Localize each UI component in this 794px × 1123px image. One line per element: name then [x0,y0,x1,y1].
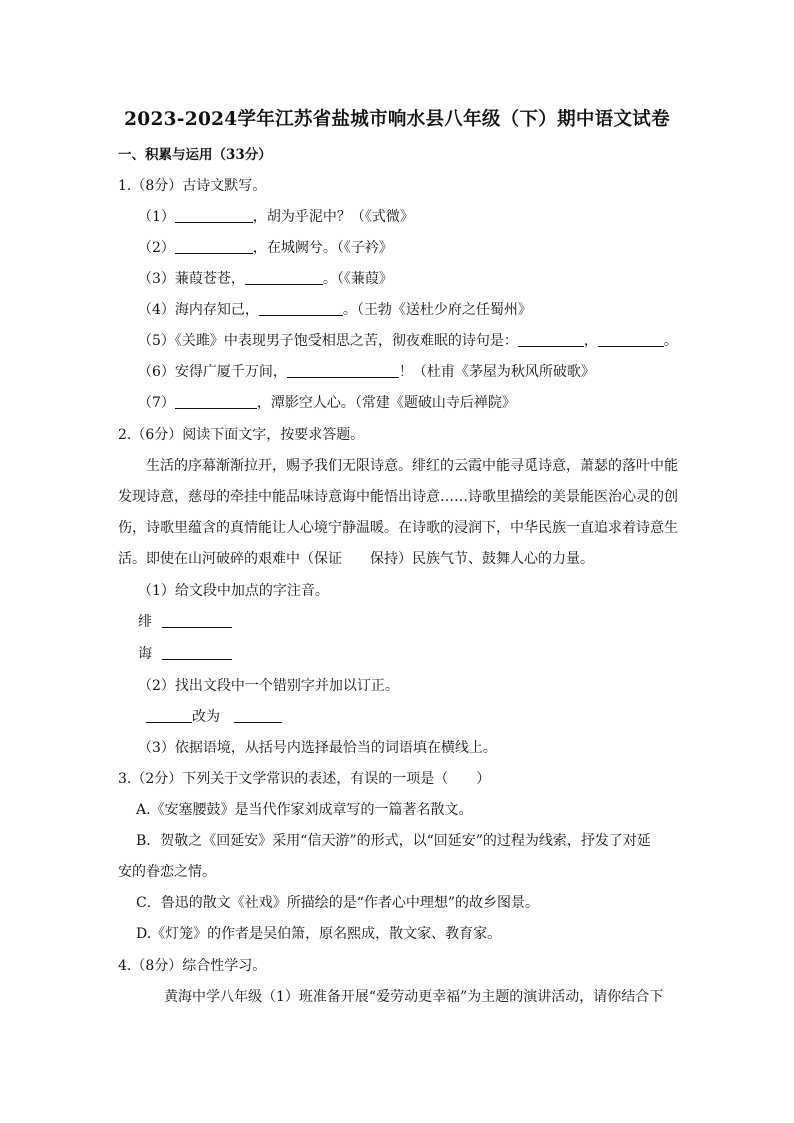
q1-stem: 1.（8分）古诗文默写。 [118,178,267,194]
q1-item-1-text: ，胡为乎泥中？（《式微》 [252,209,414,225]
answer-blank[interactable] [162,645,232,660]
q1-item-4-text: 。（王勃《送杜少府之任蜀州》 [342,302,532,318]
answer-blank[interactable] [234,708,282,723]
q3-option-b-line-1: B．贺敬之《回延安》采用“信天游”的形式，以“回延安”的过程为线索，抒发了对延 [136,833,651,849]
q1-item-5 [138,331,678,351]
q1-item-3-text: 。（《蒹葭》 [322,271,393,287]
q2-sub-2: （2）找出文段中一个错别字并加以订正。 [138,678,399,694]
q1-item-7-text: ，潭影空人心。（常建《题破山寺后禅院》 [256,395,516,411]
q4-passage-line-1: 黄海中学八年级（1）班准备开展“爱劳动更幸福”为主题的演讲活动，请你结合下 [164,989,664,1005]
q2-sub-1-char-1 [138,612,232,632]
q3-option-d: D.《灯笼》的作者是吴伯箫，原名熙成，散文家、教育家。 [136,926,502,942]
answer-blank[interactable] [175,239,253,254]
q2-passage-line-2: 发现诗意，慈母的牵挂中能品味诗意诲中能悟出诗意……诗歌里描绘的美景能医治心灵的创 [118,489,678,505]
answer-blank[interactable] [175,208,253,223]
q1-item-3 [138,269,393,289]
q3-stem: 3.（2分）下列关于文学常识的表述，有误的一项是（ ） [118,771,491,787]
q1-item-7 [138,393,516,413]
answer-blank[interactable] [146,708,192,723]
q1-item-4 [138,300,532,320]
q2-sub-2-correction [146,707,282,727]
pinyin-char-label: 诲 [138,646,152,662]
q1-item-2-text: ，在城阙兮。（《子衿》 [252,240,393,256]
q1-item-6-text: ！（杜甫《茅屋为秋风所破歌》 [398,364,595,380]
q1-item-1-prefix: （1） [138,209,175,225]
q1-item-4-prefix: （4）海内存知己， [138,302,259,318]
q2-sub-1-char-2 [138,644,232,664]
answer-blank[interactable] [518,332,584,347]
q2-passage-line-1: 生活的序幕渐渐拉开，赐予我们无限诗意。绯红的云霞中能寻觅诗意，萧瑟的落叶中能 [146,458,678,474]
q2-stem: 2.（6分）阅读下面文字，按要求答题。 [118,427,365,443]
q2-sub-2-change-to: 改为 [192,709,220,725]
q1-item-5-prefix: （5）《关雎》中表现男子饱受相思之苦，彻夜难眠的诗句是： [138,333,518,349]
q1-item-2-prefix: （2） [138,240,175,256]
q1-item-2 [138,238,393,258]
section-heading: 一、积累与运用（33分） [118,147,272,163]
q2-sub-3: （3）依据语境，从括号内选择最恰当的词语填在横线上。 [138,740,497,756]
exam-title: 2023-2024学年江苏省盐城市响水县八年级（下）期中语文试卷 [124,109,670,130]
answer-blank[interactable] [245,270,323,285]
q1-item-1 [138,207,414,227]
q1-item-5-comma: ， [583,333,598,349]
answer-blank[interactable] [162,613,232,628]
q1-item-6-prefix: （6）安得广厦千万间， [138,364,287,380]
answer-blank[interactable] [259,301,343,316]
q3-option-a: A.《安塞腰鼓》是当代作家刘成章写的一篇著名散文。 [136,802,473,818]
q1-item-7-prefix: （7） [138,395,175,411]
q3-option-b-line-2: 安的眷恋之情。 [118,864,216,880]
q2-sub-1: （1）给文段中加点的字注音。 [138,583,329,599]
answer-blank[interactable] [175,394,257,409]
q1-item-3-prefix: （3）蒹葭苍苍， [138,271,245,287]
q4-stem: 4.（8分）综合性学习。 [118,958,267,974]
answer-blank[interactable] [598,332,664,347]
q1-item-6 [138,362,595,382]
pinyin-char-label: 绯 [138,614,152,630]
q2-passage-line-4: 活。即使在山河破碎的艰难中（保证 保持）民族气节、鼓舞人心的力量。 [118,551,594,567]
q1-item-5-end: 。 [663,333,678,349]
answer-blank[interactable] [287,363,399,378]
q2-passage-line-3: 伤，诗歌里蕴含的真情能让人心境宁静温暖。在诗歌的浸润下，中华民族一直追求着诗意生 [118,520,678,536]
q3-option-c: C．鲁迅的散文《社戏》所描绘的是“作者心中理想”的故乡图景。 [136,895,540,911]
